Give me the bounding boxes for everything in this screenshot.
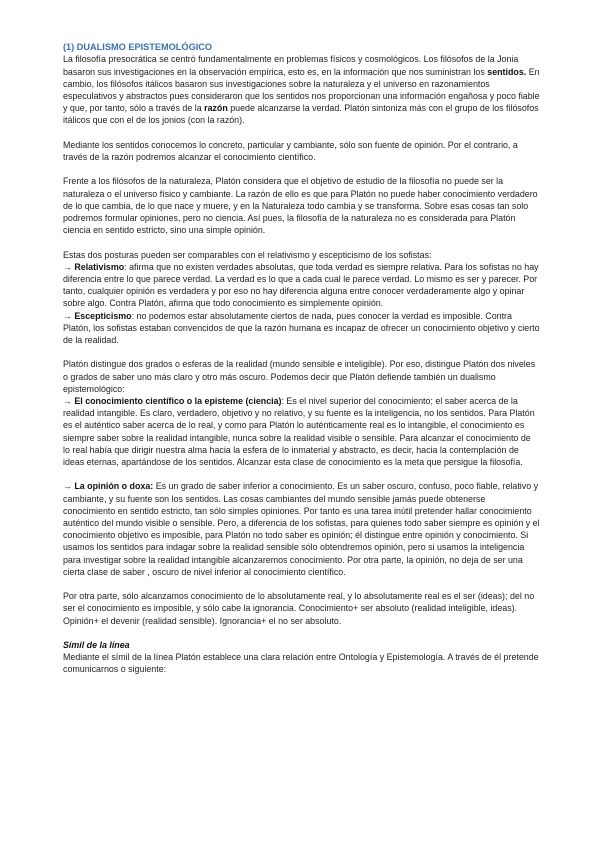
paragraph-nature: Frente a los filósofos de la naturaleza, Platón considera que el objetivo de estudio de la filosofía no puede ser la naturaleza o el universo físico y cambiante. La razón de ello es que para Platón no puede haber conocimiento verdadero de lo que cambia, de lo que nace y muere, y en la Naturaleza todo cambia y se transforma. Sobre esas cosas tan solo podremos formular opiniones, pero no ciencia. Así pues, la filosofía de la naturaleza no es considerada para Platón ciencia en sentido estricto, sino una simple opinión. xyxy=(63,176,538,236)
bold-term: La opinión o doxa: xyxy=(74,481,154,492)
text-run: → xyxy=(63,481,75,492)
paragraph-line-simile: Mediante el símil de la línea Platón establece una clara relación entre Ontología y Epistemología. A través de él pretende comunicarnos o siguiente: xyxy=(63,652,539,675)
paragraph-skepticism xyxy=(63,310,540,347)
paragraph-degrees-intro: Platón distingue dos grados o esferas de la realidad (mundo sensible e inteligible). Por eso, distingue Platón dos niveles o grados de saber uno más claro y otro más oscuro. Podemos decir que Platón defiende también un dualismo epistemológico: xyxy=(63,359,536,394)
spacer xyxy=(63,627,540,639)
text-run: puede alcanzarse la verdad. Platón sintoniza más con el grupo de los filósofos itálicos que con el de los jonios (con la razón). xyxy=(63,103,539,126)
paragraph-episteme xyxy=(63,395,540,468)
spacer xyxy=(63,127,540,139)
text-run: La filosofía presocrática se centró fundamentalmente en problemas físicos y cosmológicos. Los filósofos de la Jonia basaron sus investigaciones en la observación empírica, esto es, en la información que nos suministran los xyxy=(63,54,519,77)
text-run: Es un grado de saber inferior a conocimiento. Es un saber oscuro, confuso, poco fiable, relativo y cambiante, y su fuente son los sentidos. Las cosas cambiantes del mundo sensible jamás puede obtenerse conocimiento en sentido estricto, tan sólo simples opiniones. Por tanto es una tarea inútil pretender hallar conocimiento auténtico del mundo visible o sensible. Pero, a diferencia de los sofistas, para quienes todo saber siempre es opinión y el conocimiento objetivo es imposible, para Platón no todo saber es opinión; él distingue entre opinión y conocimiento. Si usamos los sentidos para indagar sobre la realidad sensible sólo obtendremos opinión, pero si usamos la inteligencia para investigar sobre la realidad intangible alcanzaremos conocimiento. Por otra parte, la opinión, no deja de ser una cierta clase de saber , oscuro de nivel inferior al conocimiento científico. xyxy=(63,481,540,577)
bold-term: Escepticismo xyxy=(74,310,132,321)
spacer xyxy=(63,346,540,358)
spacer xyxy=(63,236,540,248)
text-run: → xyxy=(63,261,75,272)
text-run: → xyxy=(63,396,75,407)
bold-term: El conocimiento científico o la episteme (ciencia) xyxy=(74,396,282,407)
paragraph-senses: Mediante los sentidos conocemos lo concreto, particular y cambiante, sólo son fuente de opinión. Por el contrario, a través de la razón podremos alcanzar el conocimiento científico. xyxy=(63,139,518,163)
spacer xyxy=(63,163,540,175)
bold-term: razón xyxy=(204,103,228,114)
text-run: : afirma que no existen verdades absolutas, que toda verdad es siempre relativa. Para los sofistas no hay diferencia entre lo que parece verdad. La verdad es lo que a cada cual le parece verdad. Lo mismo es ser y parecer. Por tanto, cualquier opinión es verdadera y por eso no hay diferencia alguna entre conocer verdaderamente algo y opinar sobre algo. Contra Platón, afirma que todo conocimiento es simplemente opinión. xyxy=(63,261,539,309)
spacer xyxy=(63,578,540,590)
text-run: En cambio, los filósofos itálicos basaron sus investigaciones sobre la naturaleza y el universo en razonamientos especulativos y abstractos pues consideraron que los sentidos nos proporcionan una información engañosa y poco fiable y que, por tanto, sólo a través de la xyxy=(63,66,540,114)
paragraph-doxa xyxy=(63,480,540,578)
paragraph-being: Por otra parte, sólo alcanzamos conocimiento de lo absolutamente real, y lo absolutamente real es el ser (ideas); del no ser el conocimiento es imposible, y sólo cabe la ignorancia. Conocimiento+ ser absoluto (realidad inteligible, ideas). Opinión+ el devenir (realidad sensible). Ignorancia+ el no ser absoluto. xyxy=(63,591,535,626)
paragraph-relativism xyxy=(63,261,540,310)
spacer xyxy=(63,468,540,480)
bold-term: Relativismo xyxy=(74,261,125,272)
text-run: : no podemos estar absolutamente ciertos de nada, pues conocer la verdad es imposible. Contra Platón, los sofistas estaban convencidos de que la razón humana es incapaz de ofrecer un conocimiento objetivo y cierto de la realidad. xyxy=(63,310,540,346)
paragraph-sophists-intro: Estas dos posturas pueden ser comparables con el relativismo y escepticismo de los sofistas: xyxy=(63,249,432,260)
bold-term: sentidos. xyxy=(487,66,527,77)
text-run: : Es el nivel superior del conocimiento; el saber acerca de la realidad intangible. Es claro, verdadero, objetivo y no relativo, y su fuente es la inteligencia, no los sentidos. Para Platón es el auténtico saber acerca de lo real, y como para Platón lo auténticamente real es lo intangible, el conocimiento es siempre saber sobre la realidad intangible, nunca sobre la realidad visible o sensible. Para alcanzar el conocimiento de lo real había que dirigir nuestra alma hacia la esfera de lo inmaterial y abstracto, es decir, hacia la contemplación de ideas eternas, apartándose de los sentidos. Alcanzar esta clase de conocimiento es la meta que persigue la filosofía. xyxy=(63,396,535,468)
section-heading: (1) DUALISMO EPISTEMOLÓGICO xyxy=(63,42,213,52)
paragraph-presocratic xyxy=(63,53,540,126)
text-run: → xyxy=(63,310,75,321)
subheading-line-simile: Símil de la línea xyxy=(63,640,130,651)
